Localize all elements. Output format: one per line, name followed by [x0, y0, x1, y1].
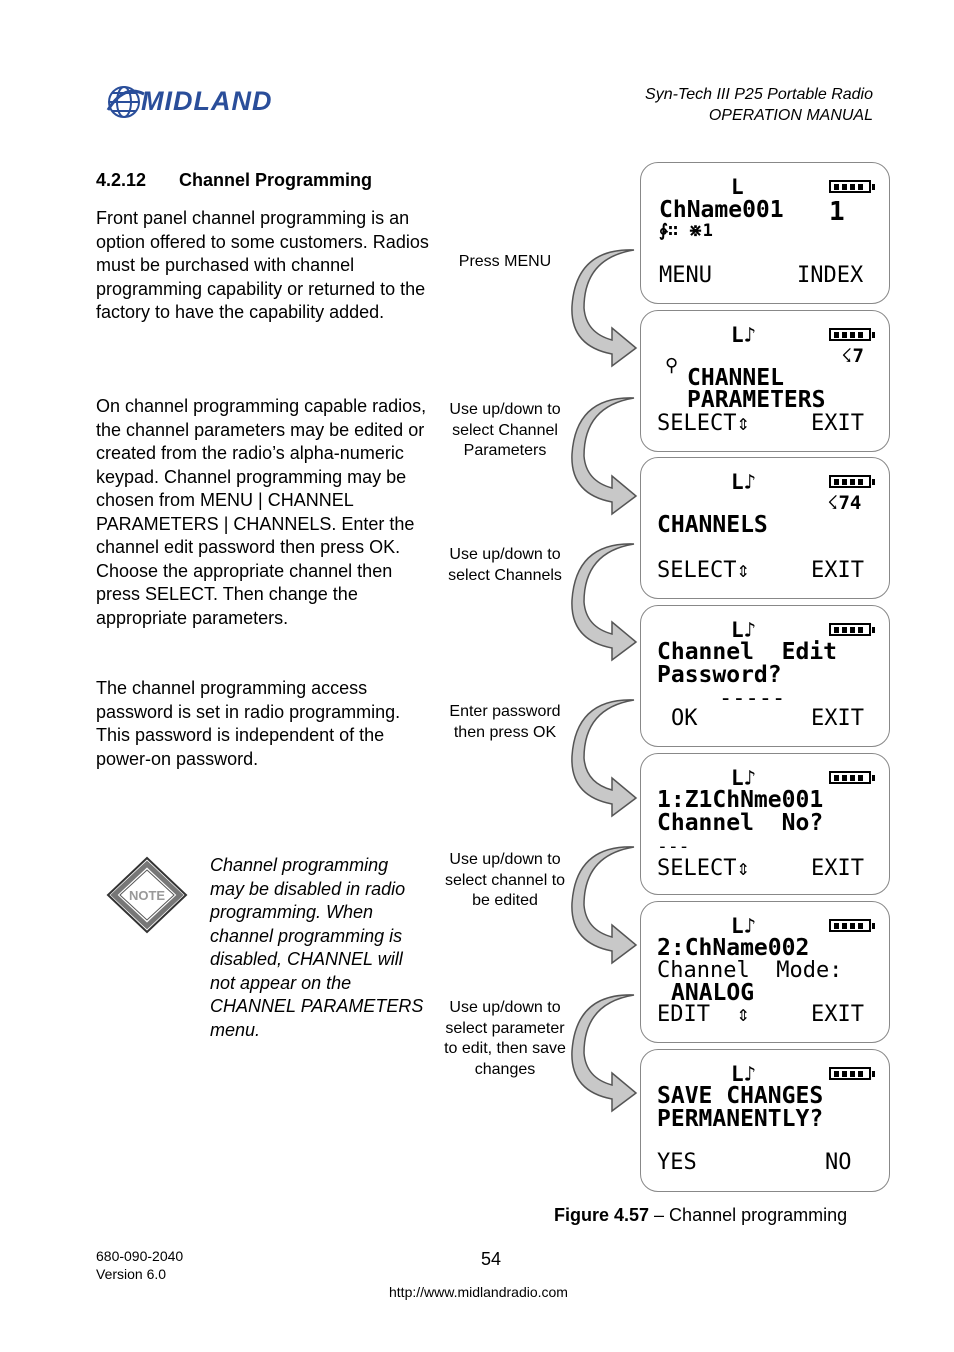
screen-channel-count: ☇74 [827, 492, 862, 514]
radio-screen-7 [640, 1049, 890, 1192]
battery-icon [829, 771, 871, 784]
note-text: Channel programming may be disabled in radio programming. When channel programming is disabled, CHANNEL will not appear on the CHANNEL PARAMETERS menu. [210, 855, 424, 1040]
step-label-3: Use up/down to select Channels [448, 546, 562, 584]
radio-screen-3 [640, 457, 890, 599]
channel-number-field[interactable]: --- [657, 836, 690, 857]
screen-softkey-left: EDIT ⇕ [657, 1002, 750, 1027]
radio-screen-4 [640, 605, 890, 747]
logo-text: MIDLAND [141, 86, 273, 116]
screen-softkey-left: SELECT⇕ [657, 558, 750, 583]
radio-screen-6 [640, 901, 890, 1043]
screen-line-2: PARAMETERS [687, 387, 826, 413]
header-title: Syn-Tech III P25 Portable Radio [645, 86, 873, 103]
screen-status: L♪ [731, 323, 757, 347]
screen-softkey-right: EXIT [811, 706, 864, 731]
footer-url[interactable]: http://www.midlandradio.com [389, 1284, 568, 1300]
screen-softkey-right: EXIT [811, 856, 864, 881]
battery-icon [829, 328, 871, 341]
paragraph-3: The channel programming access password is set in radio programming. This password is independent of the power-on password. [96, 678, 401, 769]
battery-icon [829, 919, 871, 932]
curved-arrow-icon [570, 396, 640, 516]
screen-line-1: ChName001 [659, 197, 784, 223]
screen-line-2: Channel Mode: [657, 958, 843, 983]
screen-softkey-left: SELECT⇕ [657, 856, 750, 881]
battery-icon [829, 475, 871, 488]
screen-softkey-left: MENU [659, 263, 712, 288]
screen-line-1: CHANNEL [687, 365, 784, 391]
screen-softkey-right: EXIT [811, 411, 864, 436]
screen-status: L [731, 175, 744, 199]
step-label-6: Use up/down to select parameter to edit, then save changes [444, 999, 566, 1079]
curved-arrow-icon [570, 698, 640, 818]
note-icon-label: NOTE [128, 888, 166, 903]
battery-icon [829, 623, 871, 636]
screen-status: L♪ [731, 618, 757, 642]
header-subtitle: OPERATION MANUAL [708, 107, 873, 124]
radio-screen-1 [640, 162, 890, 304]
step-label-2: Use up/down to select Channel Parameters [449, 401, 561, 460]
paragraph-2: On channel programming capable radios, the channel parameters may be edited or created from the radio’s alpha-numeric keypad. Channel programming may be chosen from MENU | CHANNEL PARAMETERS | CHANNELS. Enter the channel edit password then press OK. Choose the appropriate channel then press SELECT. Then change the appropriate parameters. [96, 396, 427, 628]
screen-line-1: Channel Edit [657, 639, 838, 665]
screen-softkey-left: SELECT⇕ [657, 411, 750, 436]
screen-softkey-left: YES [657, 1150, 697, 1175]
curved-arrow-icon [570, 542, 640, 662]
password-field[interactable]: ----- [719, 686, 786, 711]
doc-version: Version 6.0 [96, 1266, 167, 1282]
step-label-1: Press MENU [458, 253, 552, 270]
page-number: 54 [481, 1249, 502, 1269]
battery-icon [829, 180, 871, 193]
screen-softkey-right: EXIT [811, 558, 864, 583]
screen-line-2: PERMANENTLY? [657, 1106, 824, 1132]
screen-channel-count: ☇7 [841, 345, 864, 367]
figure-caption [554, 1205, 847, 1226]
screen-softkey-right: INDEX [797, 263, 864, 288]
channel-mode-value[interactable]: ANALOG [671, 980, 755, 1006]
screen-softkey-right: EXIT [811, 1002, 864, 1027]
figure-caption-text: – Channel programming [649, 1205, 848, 1225]
curved-arrow-icon [570, 845, 640, 965]
note-icon [106, 856, 188, 934]
screen-line-2: ∳∷ ⋇1 [659, 221, 713, 241]
screen-status: L♪ [731, 766, 757, 790]
screen-line-1: 2:ChName002 [657, 935, 810, 961]
screen-status: L♪ [731, 470, 757, 494]
curved-arrow-icon [570, 248, 640, 368]
radio-screen-5 [640, 753, 890, 895]
step-label-5: Use up/down to select channel to be edited [444, 851, 566, 910]
antenna-icon: ⚲ [665, 355, 679, 376]
screen-softkey-right: NO [825, 1150, 852, 1175]
screen-line-1: SAVE CHANGES [657, 1083, 824, 1109]
screen-line-2: Password? [657, 662, 782, 688]
doc-number: 680-090-2040 [96, 1248, 184, 1264]
screen-status: L♪ [731, 914, 757, 938]
battery-icon [829, 1067, 871, 1080]
curved-arrow-icon [570, 993, 640, 1113]
screen-status: L♪ [731, 1062, 757, 1086]
section-number: 4.2.12 [96, 170, 147, 190]
section-title: Channel Programming [179, 170, 373, 190]
paragraph-1: Front panel channel programming is an option offered to some customers. Radios must be purchased with channel programming capability or returned to the factory to have the capability added. [96, 208, 429, 322]
screen-line-1: 1:Z1ChNme001 [657, 787, 824, 813]
screen-softkey-left: OK [671, 706, 698, 731]
radio-screen-2 [640, 310, 890, 452]
screen-line-1-right: 1 [829, 197, 845, 227]
step-label-4: Enter password then press OK [449, 703, 561, 741]
screen-line-2: Channel No? [657, 810, 824, 836]
screen-line-1: CHANNELS [657, 512, 768, 538]
figure-label: Figure 4.57 [554, 1205, 650, 1225]
